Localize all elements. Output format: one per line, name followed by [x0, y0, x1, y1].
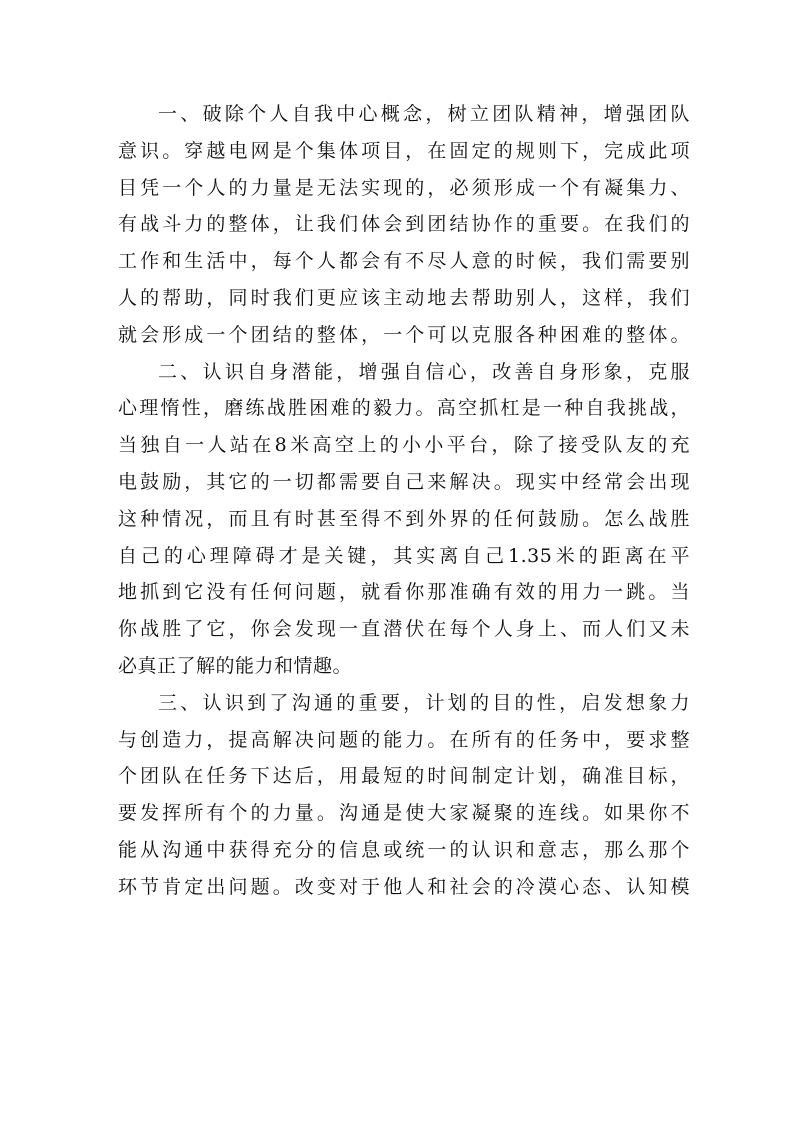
paragraph-1-line-7: 就会形成一个团结的整体，一个可以克服各种困难的整体。 [118, 323, 690, 346]
paragraph-3-line-5: 能从沟通中获得充分的信息或统一的认识和意志，那么那个 [118, 838, 690, 861]
paragraph-3-line-6: 环节肯定出问题。改变对于他人和社会的冷漠心态、认知模 [118, 875, 690, 898]
body-text [118, 96, 690, 906]
paragraph-1-line-5: 工作和生活中，每个人都会有不尽人意的时候，我们需要别 [118, 250, 690, 273]
paragraph-2-line-2: 心理惰性，磨练战胜困难的毅力。高空抓杠是一种自我挑战， [118, 397, 690, 420]
paragraph-1-line-1: 一、破除个人自我中心概念，树立团队精神，增强团队 [158, 103, 690, 125]
paragraph-1-line-2: 意识。穿越电网是个集体项目，在固定的规则下，完成此项 [118, 139, 690, 162]
paragraph-2-line-1: 二、认识自身潜能，增强自信心，改善自身形象，克服 [158, 360, 690, 383]
paragraph-1-line-3: 目凭一个人的力量是无法实现的，必须形成一个有凝集力、 [118, 176, 690, 199]
paragraph-3-line-4: 要发挥所有个的力量。沟通是使大家凝聚的连线。如果你不 [118, 802, 690, 825]
paragraph-2-line-8: 你战胜了它，你会发现一直潜伏在每个人身上、而人们又未 [118, 618, 690, 641]
paragraph-2-line-6: 自己的心理障碍才是关键，其实离自己1.35米的距离在平 [118, 544, 690, 567]
paragraph-2-line-7: 地抓到它没有任何问题，就看你那准确有效的用力一跳。当 [118, 581, 690, 604]
paragraph-2-line-9: 必真正了解的能力和情趣。 [118, 654, 353, 677]
paragraph-3-line-3: 个团队在任务下达后，用最短的时间制定计划，确准目标， [118, 765, 690, 788]
paragraph-1-line-6: 人的帮助，同时我们更应该主动地去帮助别人，这样，我们 [118, 286, 690, 309]
paragraph-2-line-5: 这种情况，而且有时甚至得不到外界的任何鼓励。怎么战胜 [118, 507, 690, 530]
paragraph-3-line-1: 三、认识到了沟通的重要，计划的目的性，启发想象力 [158, 691, 690, 714]
paragraph-1-line-4: 有战斗力的整体，让我们体会到团结协作的重要。在我们的 [118, 213, 690, 236]
paragraph-2-line-3: 当独自一人站在8米高空上的小小平台，除了接受队友的充 [118, 434, 690, 457]
paragraph-2-line-4: 电鼓励，其它的一切都需要自己来解决。现实中经常会出现 [118, 470, 690, 493]
paragraph-3-line-2: 与创造力，提高解决问题的能力。在所有的任务中，要求整 [118, 728, 690, 751]
